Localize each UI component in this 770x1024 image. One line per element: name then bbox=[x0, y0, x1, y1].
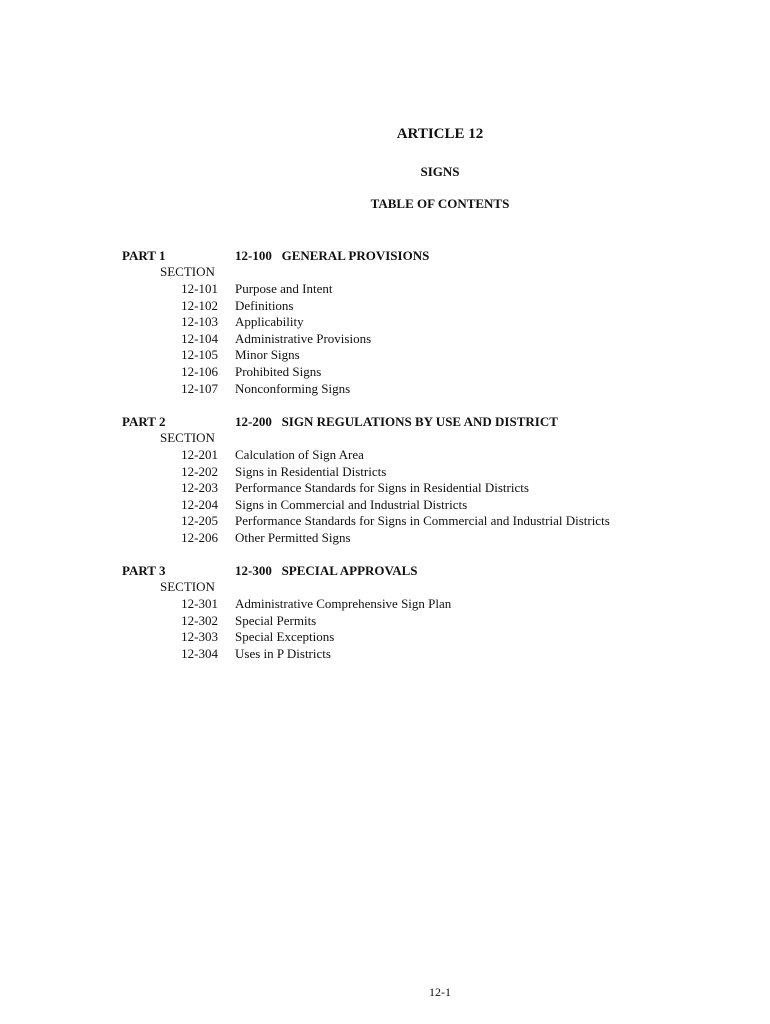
section-title: Minor Signs bbox=[235, 347, 300, 363]
toc-entry bbox=[0, 331, 770, 348]
section-number: 12-202 bbox=[181, 463, 218, 479]
section-number: 12-101 bbox=[181, 281, 218, 296]
section-title: Signs in Residential Districts bbox=[235, 463, 387, 479]
section-title: Signs in Commercial and Industrial Districts bbox=[235, 496, 468, 512]
section-label: SECTION bbox=[160, 430, 215, 445]
toc-entry bbox=[0, 613, 770, 630]
article-subject: SIGNS bbox=[420, 164, 460, 179]
section-title: Administrative Comprehensive Sign Plan bbox=[235, 596, 452, 611]
section-number: 12-304 bbox=[181, 645, 218, 661]
section-title: Other Permitted Signs bbox=[235, 529, 351, 545]
section-number: 12-205 bbox=[181, 513, 218, 529]
part-label: PART 3 bbox=[122, 563, 166, 578]
toc-heading: TABLE OF CONTENTS bbox=[370, 196, 510, 211]
section-title: Purpose and Intent bbox=[235, 281, 333, 296]
toc-entry bbox=[0, 381, 770, 398]
section-title: Calculation of Sign Area bbox=[235, 447, 364, 462]
toc-entry bbox=[0, 646, 770, 663]
section-number: 12-203 bbox=[181, 480, 218, 496]
section-title: Prohibited Signs bbox=[235, 363, 322, 379]
toc-entry bbox=[0, 596, 770, 613]
section-title: Definitions bbox=[235, 297, 294, 313]
section-title: Nonconforming Signs bbox=[235, 380, 351, 396]
section-title: Administrative Provisions bbox=[235, 330, 372, 346]
toc-entry bbox=[0, 464, 770, 481]
section-list bbox=[0, 447, 770, 547]
section-title: Special Permits bbox=[235, 612, 317, 628]
section-number: 12-204 bbox=[181, 496, 218, 512]
section-number: 12-107 bbox=[181, 380, 218, 396]
section-number: 12-102 bbox=[181, 297, 218, 313]
part-label: PART 1 bbox=[122, 248, 166, 263]
section-label: SECTION bbox=[160, 579, 215, 594]
toc-entry bbox=[0, 347, 770, 364]
part-heading: 12-200 SIGN REGULATIONS BY USE AND DISTRICT bbox=[235, 414, 558, 429]
section-title: Uses in P Districts bbox=[235, 645, 331, 661]
section-title: Performance Standards for Signs in Residential Districts bbox=[235, 480, 529, 496]
section-number: 12-103 bbox=[181, 314, 218, 330]
toc-entry bbox=[0, 513, 770, 530]
part-heading: 12-300 SPECIAL APPROVALS bbox=[235, 563, 418, 578]
toc-entry bbox=[0, 281, 770, 298]
toc-entry bbox=[0, 447, 770, 464]
section-number: 12-302 bbox=[181, 612, 218, 628]
section-number: 12-104 bbox=[181, 330, 218, 346]
section-list bbox=[0, 281, 770, 397]
section-title: Applicability bbox=[235, 314, 304, 330]
section-number: 12-106 bbox=[181, 363, 218, 379]
toc-entry bbox=[0, 629, 770, 646]
toc-entry bbox=[0, 314, 770, 331]
toc-entry bbox=[0, 497, 770, 514]
section-number: 12-206 bbox=[181, 529, 218, 545]
section-number: 12-301 bbox=[181, 596, 218, 611]
part-label: PART 2 bbox=[122, 414, 166, 429]
section-title: Performance Standards for Signs in Commercial and Industrial Districts bbox=[235, 513, 610, 529]
section-number: 12-303 bbox=[181, 629, 218, 645]
section-number: 12-201 bbox=[181, 447, 218, 462]
toc-entry bbox=[0, 480, 770, 497]
section-list bbox=[0, 596, 770, 662]
section-label: SECTION bbox=[160, 264, 215, 279]
toc-entry bbox=[0, 530, 770, 547]
article-title: ARTICLE 12 bbox=[396, 126, 484, 142]
page-number: 12-1 bbox=[429, 985, 451, 999]
section-title: Special Exceptions bbox=[235, 629, 335, 645]
section-number: 12-105 bbox=[181, 347, 218, 363]
toc-entry bbox=[0, 364, 770, 381]
toc-entry bbox=[0, 298, 770, 315]
part-heading: 12-100 GENERAL PROVISIONS bbox=[235, 248, 430, 263]
